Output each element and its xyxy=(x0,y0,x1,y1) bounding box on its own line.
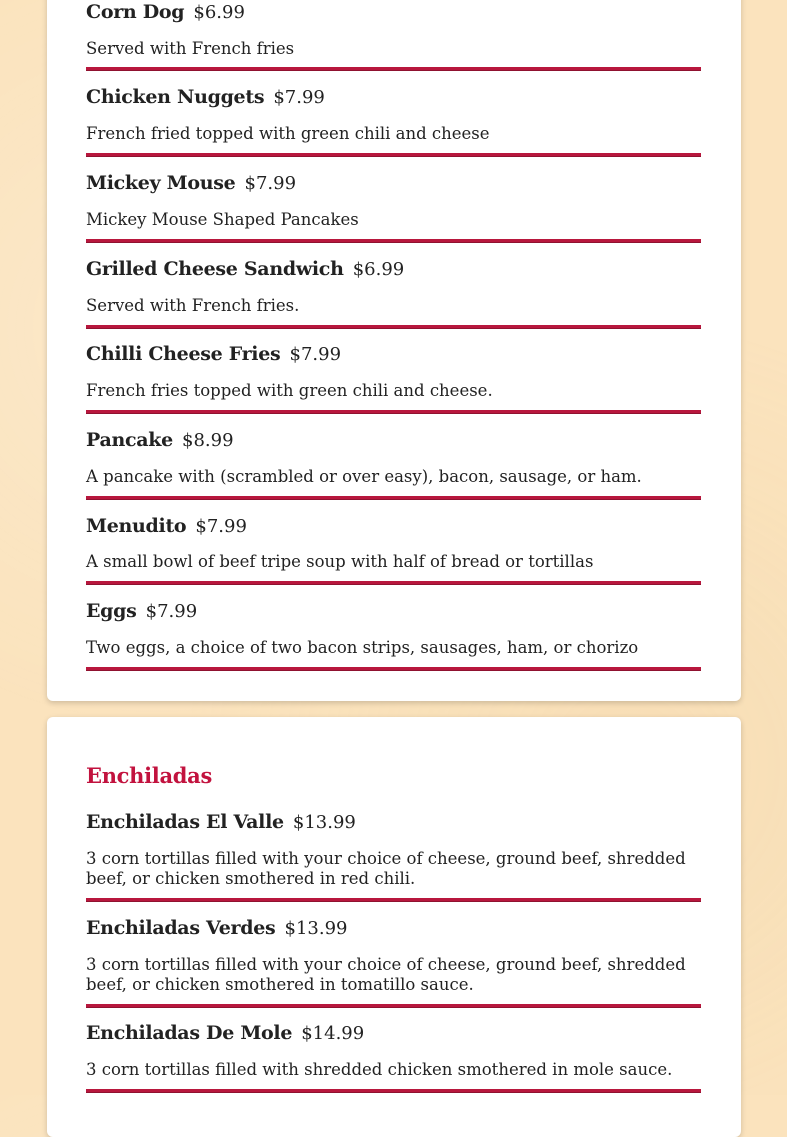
menu-item-header xyxy=(86,428,234,453)
menu-item-divider xyxy=(86,898,701,902)
menu-item-divider xyxy=(86,67,701,71)
menu-item-header xyxy=(86,514,247,539)
menu-item-description: A pancake with (scrambled or over easy), bacon, sausage, or ham. xyxy=(86,467,642,486)
menu-item-description: French fries topped with green chili and cheese. xyxy=(86,381,493,400)
menu-item-price: $13.99 xyxy=(284,918,348,939)
menu-item-name: Mickey Mouse xyxy=(86,172,236,194)
menu-item-name: Pancake xyxy=(86,429,173,451)
menu-item-price: $7.99 xyxy=(195,516,247,537)
menu-item-divider xyxy=(86,667,701,671)
menu-item-header xyxy=(86,171,296,196)
menu-item-name: Menudito xyxy=(86,515,187,537)
menu-item-header xyxy=(86,810,356,835)
menu-item-divider xyxy=(86,581,701,585)
menu-item-price: $7.99 xyxy=(145,601,198,622)
menu-item-description: Served with French fries xyxy=(86,39,295,58)
menu-item-name: Chicken Nuggets xyxy=(86,86,265,108)
menu-item-divider xyxy=(86,496,701,500)
menu-item-header xyxy=(86,599,197,624)
menu-item-header xyxy=(86,85,325,110)
menu-item-description: Served with French fries. xyxy=(86,296,300,315)
menu-item-header xyxy=(86,0,245,25)
menu-item-header xyxy=(86,916,347,941)
menu-item-divider xyxy=(86,1089,701,1093)
menu-item-divider xyxy=(86,410,701,414)
menu-item-description: Two eggs, a choice of two bacon strips, sausages, ham, or chorizo xyxy=(86,638,639,657)
menu-item-name: Grilled Cheese Sandwich xyxy=(86,258,344,280)
menu-item-divider xyxy=(86,1004,701,1008)
menu-item-price: $8.99 xyxy=(182,430,234,451)
menu-item-price: $7.99 xyxy=(273,87,325,108)
menu-item-divider xyxy=(86,239,701,243)
menu-item-name: Chilli Cheese Fries xyxy=(86,343,281,365)
menu-card-kids-breakfast xyxy=(47,0,741,701)
menu-item-price: $6.99 xyxy=(193,2,245,23)
menu-item-description: A small bowl of beef tripe soup with half of bread or tortillas xyxy=(86,552,594,571)
menu-item-name: Enchiladas El Valle xyxy=(86,811,284,833)
menu-item-header xyxy=(86,342,341,367)
menu-item-price: $7.99 xyxy=(289,344,342,365)
menu-item-description: 3 corn tortillas filled with your choice of cheese, ground beef, shredded beef, or chicken smothered in red chili. xyxy=(86,849,686,888)
menu-item-price: $7.99 xyxy=(244,173,297,194)
menu-item-name: Enchiladas De Mole xyxy=(86,1022,293,1044)
section-title: Enchiladas xyxy=(86,763,213,788)
menu-item-divider xyxy=(86,153,701,157)
menu-item-price: $6.99 xyxy=(352,259,405,280)
menu-item-divider xyxy=(86,325,701,329)
menu-item-name: Enchiladas Verdes xyxy=(86,917,276,939)
menu-item-header xyxy=(86,1021,364,1046)
menu-item-name: Eggs xyxy=(86,600,137,622)
menu-card-enchiladas xyxy=(47,717,741,1137)
menu-item-description: Mickey Mouse Shaped Pancakes xyxy=(86,210,359,229)
menu-item-price: $14.99 xyxy=(301,1023,365,1044)
menu-item-header xyxy=(86,257,404,282)
menu-item-description: 3 corn tortillas filled with your choice of cheese, ground beef, shredded beef, or chicken smothered in tomatillo sauce. xyxy=(86,955,686,994)
menu-item-description: 3 corn tortillas filled with shredded chicken smothered in mole sauce. xyxy=(86,1060,673,1079)
menu-item-name: Corn Dog xyxy=(86,1,185,23)
menu-item-price: $13.99 xyxy=(292,812,356,833)
menu-item-description: French fried topped with green chili and cheese xyxy=(86,124,490,143)
